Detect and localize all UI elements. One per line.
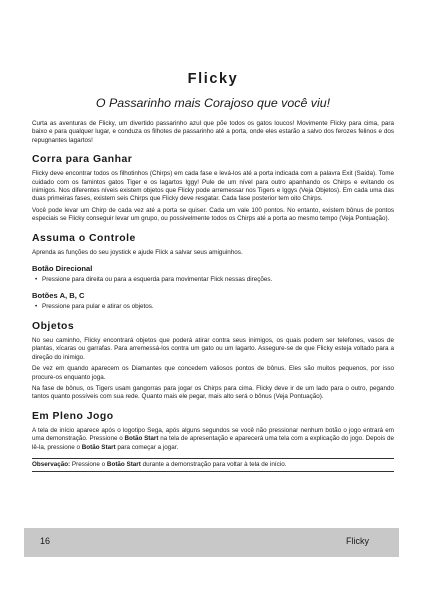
footer-game-name: Flicky [346, 536, 369, 546]
page-footer [24, 528, 399, 557]
section4-paragraph [32, 427, 394, 452]
intro-paragraph: Curta as aventuras de Flicky, um divertido passarinho azul que põe todos os gatos loucos! Movimente Flicky para cima, para baixo e para qualquer lugar, e conduza os filhotes de passarinho até a porta, onde eles estarão a salvo dos ferozes felinos e dos repugnantes lagartos! [32, 120, 394, 144]
subheading-botoes-abc: Botões A, B, C [32, 291, 85, 301]
page-subtitle: O Passarinho mais Corajoso que você viu! [95, 96, 331, 110]
note-text-a: Pressione o [70, 460, 107, 468]
section3-paragraph-1: No seu caminho, Flicky encontrará objetos que poderá atirar contra seus inimigos, os quais podem ser telefones, vasos de plantas, xícaras ou garrafas. Para arremessá-los contra um gato ou um lagarto. Assegure-se de que Flicky esteja voltado para a direção do inimigo. [32, 336, 394, 361]
observation-note [32, 458, 394, 472]
section4-text-e: para começar a jogar. [115, 443, 179, 451]
content [32, 70, 394, 472]
page-number: 16 [40, 536, 51, 546]
subheading-botao-direcional: Botão Direcional [32, 264, 93, 274]
section4-start-1: Botão Start [124, 435, 159, 443]
section2-paragraph: Aprenda as funções do seu joystick e ajude Flick a salvar seus amiguinhos. [32, 248, 243, 256]
bullet-botao-direcional: • Pressione para direita ou para a esquerda para movimentar Flick nessas direções. [32, 276, 394, 284]
page-title: Flicky [187, 71, 239, 87]
section-heading-objetos: Objetos [32, 320, 75, 332]
section4-start-2: Botão Start [81, 443, 116, 451]
section1-paragraph-1: Flicky deve encontrar todos os filhotinhos (Chirps) em cada fase e levá-los até a porta indicada com a palavra Exit (Saída). Tome cuidado com os famintos gatos Tiger e os lagartos Iggy! Pule de um nível para outro apanhando os Chirps e evitando os inimigos. Nos diferentes níveis existem objetos que Flicky pode arremessar nos Tigers e Iggys (Veja Objetos). Em cada uma das duas primeiras fases, existem seis Chirps que Flicky deve resgatar. Cada fase posterior tem oito Chirps. [32, 170, 394, 203]
note-text-b: durante a demonstração para voltar à tela de início. [140, 460, 287, 468]
section-heading-controle: Assuma o Controle [32, 232, 136, 244]
note-start: Botão Start [106, 460, 141, 468]
section4-text-c: na tela de apresentação e aparecerá uma tela com a explicação do jogo. Depois de lê-la, pressione o [32, 435, 394, 451]
section-heading-corra: Corra para Ganhar [32, 154, 133, 166]
note-label: Observação: [32, 460, 71, 468]
section3-paragraph-3: Na fase de bônus, os Tigers usam gangorras para jogar os Chirps para cima. Flicky deve ir de um lado para o outro, pegando tantos quanto possíveis com sua rede. Quanto mais ele pegar, mais alto será o bônus (Veja Pontuação). [32, 384, 394, 401]
section-heading-pleno-jogo: Em Pleno Jogo [32, 410, 114, 422]
section4-text-a: A tela de início aparece após o logotipo Sega, após alguns segundos se você não pressionar nenhum botão o jogo entrará em uma demonstração. Pressione o [32, 426, 394, 443]
section1-paragraph-2: Você pode levar um Chirp de cada vez até a porta se quiser. Cada um vale 100 pontos. No entanto, existem bônus de pontos especiais se Flicky conseguir levar um grupo, ou possivelmente todos os Chirps até a porta ao mesmo tempo (Veja Pontuação). [32, 206, 394, 223]
bullet-botoes-abc: • Pressione para pular e atirar os objetos. [32, 303, 394, 311]
section3-paragraph-2: De vez em quando aparecem os Diamantes que concedem valiosos pontos de bônus. Eles são muitos pequenos, por isso procure-os enquanto joga. [32, 365, 394, 381]
